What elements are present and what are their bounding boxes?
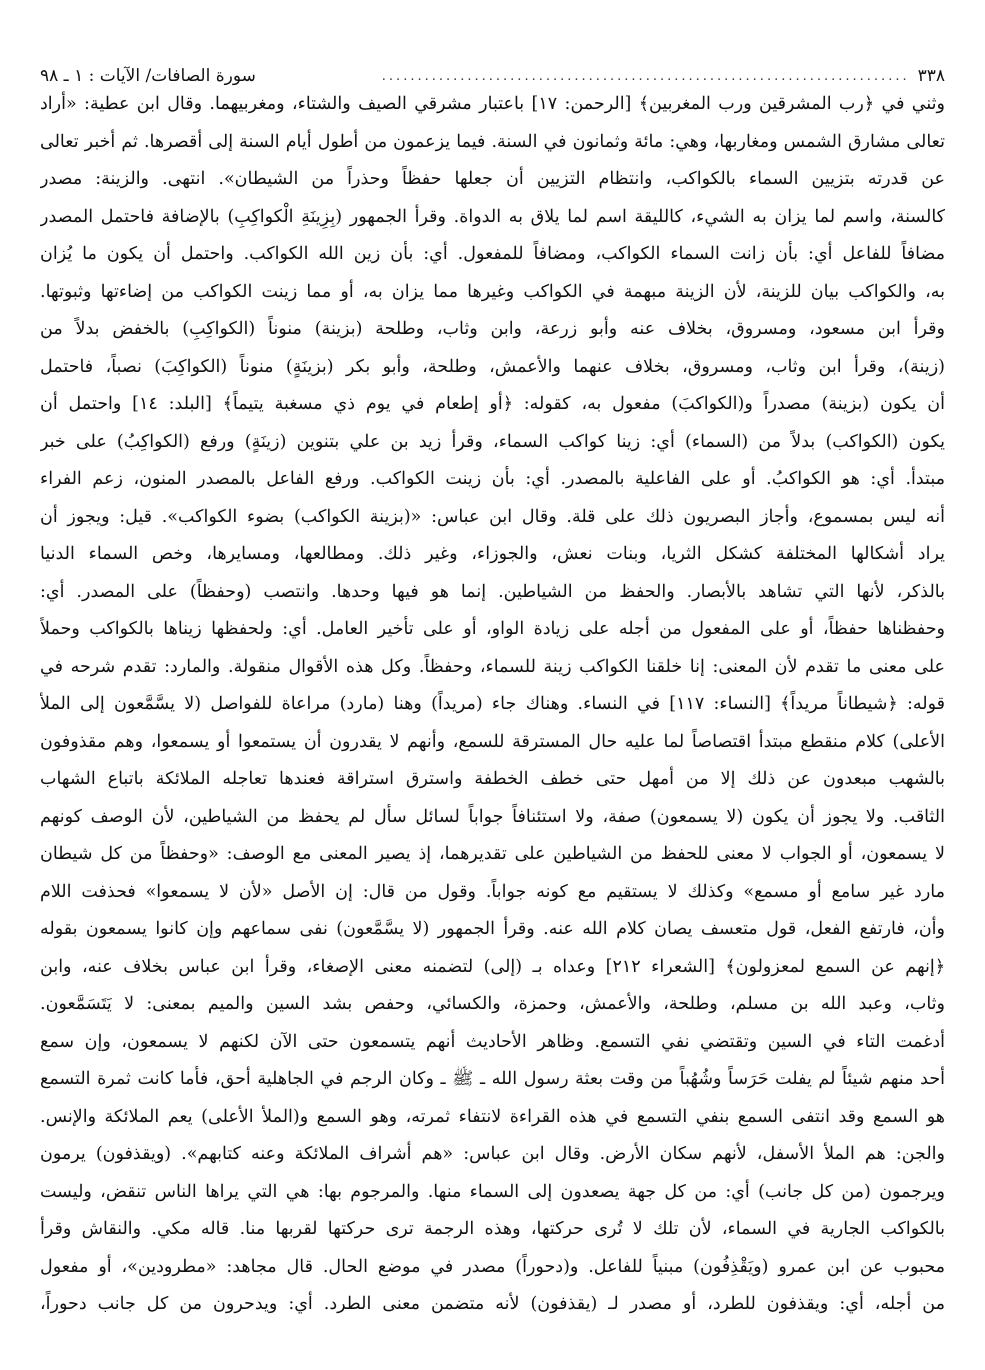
text-line: بالكواكب الجارية في السماء، لأن تلك لا تُرى حركتها، وهذه الرجمة ترى حركتها لقربها منا. قاله مكي. والنقاش وقرأ	[40, 1219, 945, 1239]
text-line: وقرأ ابن مسعود، ومسروق، بخلاف عنه وأبو زرعة، وابن وثاب، وطلحة (بزينة) منوناً (الكواكِبِ) بالخفض بدلاً من	[40, 319, 945, 339]
text-line: مضافاً للفاعل أي: بأن زانت السماء الكواكب، ومضافاً للمفعول. أي: بأن زين الله الكواكب. واحتمل أن يكون ما يُزان	[40, 244, 945, 264]
text-line: مارد غير سامع أو مسمع» وكذلك لا يستقيم مع كونه جواباً. وقول من قال: إن الأصل «لأن لا يسمعوا» فحذفت اللام	[40, 881, 945, 902]
running-title: سورة الصافات/ الآيات : ١ ـ ٩٨	[40, 66, 256, 86]
page-number: ٣٣٨	[917, 66, 945, 86]
text-line: وحفظناها حفظاً، أو على المفعول من أجله على زيادة الواو، أو على تأخير العامل. أي: ولحفظها زيناها بالكواكب وحملاً	[40, 619, 945, 639]
text-line: من أجله، أي: ويقذفون للطرد، أو مصدر لـ (يقذفون) لأنه متضمن معنى الطرد. أي: ويدحرون من كل جانب دحوراً،	[40, 1294, 945, 1314]
text-line: بالذكر، لأنها التي تشاهد بالأبصار. والحفظ من الشياطين. إنما هو فيها وحدها. وانتصب (وحفظاً) على المصدر. أي:	[40, 581, 945, 602]
text-line: الأعلى) كلام منقطع مبتدأ اقتصاصاً لما عليه حال المسترقة للسمع، وأنهم لا يقدرون أن يستمعوا أو يسمعوا، وهم مقذوفون	[40, 731, 945, 752]
text-line: وأن، فارتفع الفعل، قول متعسف يصان كلام الله عنه. وقرأ الجمهور (لا يسَّمَّعون) نفى سماعهم وإن كانوا يسمعون بقوله	[40, 919, 945, 939]
text-line: عن قدرته بتزيين السماء بالكواكب، وانتظام التزيين أن جعلها حفظاً وحذراً من الشيطان». انتهى. والزينة: مصدر	[40, 169, 945, 189]
text-line: به، والكواكب بيان للزينة، لأن الزينة مبهمة في الكواكب وغيرها مما يزان به، أو مما زينت الكواكب من إضاءتها وثبوتها.	[40, 281, 945, 302]
text-line: أنه ليس بمسموع، وأجاز البصريون ذلك على قلة. وقال ابن عباس: «(بزينة الكواكب) بضوء الكواكب». قيل: ويجوز أن	[40, 506, 945, 527]
text-line: وثاب، وعبد الله بن مسلم، وطلحة، والأعمش، وحمزة، والكسائي، وحفص بشد السين والميم بمعنى: لا يَتَسَمَّعون.	[40, 994, 945, 1014]
text-line: تعالى مشارق الشمس ومغاربها، وهي: مائة وثمانون في السنة. فيما يزعمون من أطول أيام السنة إلى أقصرها. ثم أخبر تعالى	[40, 131, 945, 152]
text-line: بالشهب مبعدون عن ذلك إلا من أمهل حتى خطف الخطفة واسترق استراقة فعندها تعاجله الملائكة باتباع الشهاب	[40, 769, 945, 789]
text-line: أدغمت التاء في السين وتقتضي نفي التسمع. وظاهر الأحاديث أنهم يتسمعون حتى الآن لكنهم لا يسمعون، وإن سمع	[40, 1031, 945, 1052]
text-line: قوله: ﴿شيطاناً مريداً﴾ [النساء: ١١٧] في النساء. وهناك جاء (مريداً) وهنا (مارد) مراعاة للفواصل (لا يسَّمَّعون إلى الملأ	[40, 694, 945, 714]
text-line: (زينة)، وقرأ ابن وثاب، ومسروق، بخلاف عنهما والأعمش، وطلحة، وأبو بكر (بزينَةٍ) منوناً (الكواكِبَ) نصباً، فاحتمل	[40, 356, 945, 377]
text-line: هو السمع وقد انتفى السمع بنفي التسمع في هذه القراءة لانتفاء ثمرته، وهو السمع و(الملأ الأعلى) يعم الملائكة والإنس.	[40, 1106, 945, 1127]
text-line: أن يكون (بزينة) مصدراً و(الكواكبَ) مفعول به، كقوله: ﴿أو إطعام في يوم ذي مسغبة يتيماً﴾ [البلد: ١٤] واحتمل أن	[40, 394, 945, 414]
text-line: وثني في ﴿رب المشرقين ورب المغربين﴾ [الرحمن: ١٧] باعتبار مشرقي الصيف والشتاء، ومغربيهما. وقال ابن عطية: «أراد	[40, 94, 945, 114]
text-line: يراد أشكالها المختلفة كشكل الثريا، وبنات نعش، والجوزاء، وغير ذلك. ومطالعها، ومسايرها، وخص السماء الدنيا	[40, 544, 945, 564]
text-line: يكون (الكواكب) بدلاً من (السماء) أي: زينا كواكب السماء، وقرأ زيد بن علي بتنوين (زينَةٍ) ورفع (الكواكِبُ) على خبر	[40, 431, 945, 452]
text-line: الثاقب. ولا يجوز أن يكون (لا يسمعون) صفة، ولا استئنافاً جواباً لسائل سأل لم يحفظ من الشياطين، لأن الوصف كونهم	[40, 806, 945, 827]
text-line: ويرجمون (من كل جانب) أي: من كل جهة يصعدون إلى السماء منها. والمرجوم بها: هي التي يراها الناس تنقض، وليست	[40, 1181, 945, 1202]
text-line: كالسنة، واسم لما يزان به الشيء، كالليقة اسم لما يلاق به الدواة. وقرأ الجمهور (بِزِينَةِ الْكواكِبِ) بالإضافة فاحتمل المصدر	[40, 206, 945, 227]
text-line: والجن: هم الملأ الأسفل، لأنهم سكان الأرض. وقال ابن عباس: «هم أشراف الملائكة وعنه كتابهم». (ويقذفون) يرمون	[40, 1144, 945, 1164]
commentary-text	[40, 86, 945, 1324]
leader-dots: ..........................................................................	[381, 68, 910, 84]
text-line: ﴿إنهم عن السمع لمعزولون﴾ [الشعراء ٢١٢] وعداه بـ (إلى) لتضمنه معنى الإصغاء، وقرأ ابن عباس بخلاف عنه، وابن	[40, 956, 945, 977]
text-line: لا يسمعون، أو الجواب لا معنى للحفظ من الشياطين على تقديرهما، إذ يصير المعنى مع الوصف: «وحفظاً من كل شيطان	[40, 844, 945, 864]
text-line: على معنى ما تقدم لأن المعنى: إنا خلقنا الكواكب زينة للسماء، وحفظاً. وكل هذه الأقوال منقولة. والمارد: تقدم شرحه في	[40, 656, 945, 677]
text-line: أحد منهم شيئاً لم يفلت حَرَساً وشُهُباً من وقت بعثة رسول الله ـ ﷺ ـ وكان الرجم في الجاهلية أحق، فأما كانت ثمرة التسمع	[40, 1069, 945, 1089]
text-line: محبوب عن ابن عمرو (ويَقْذِفُون) مبنياً للفاعل. و(دحوراً) مصدر في موضع الحال. قال مجاهد: «مطرودين»، أو مفعول	[40, 1256, 945, 1277]
text-line: مبتدأ. أي: هو الكواكبُ. أو على الفاعلية بالمصدر. أي: بأن زينت الكواكب. ورفع الفاعل بالمصدر المنون، زعم الفراء	[40, 469, 945, 489]
